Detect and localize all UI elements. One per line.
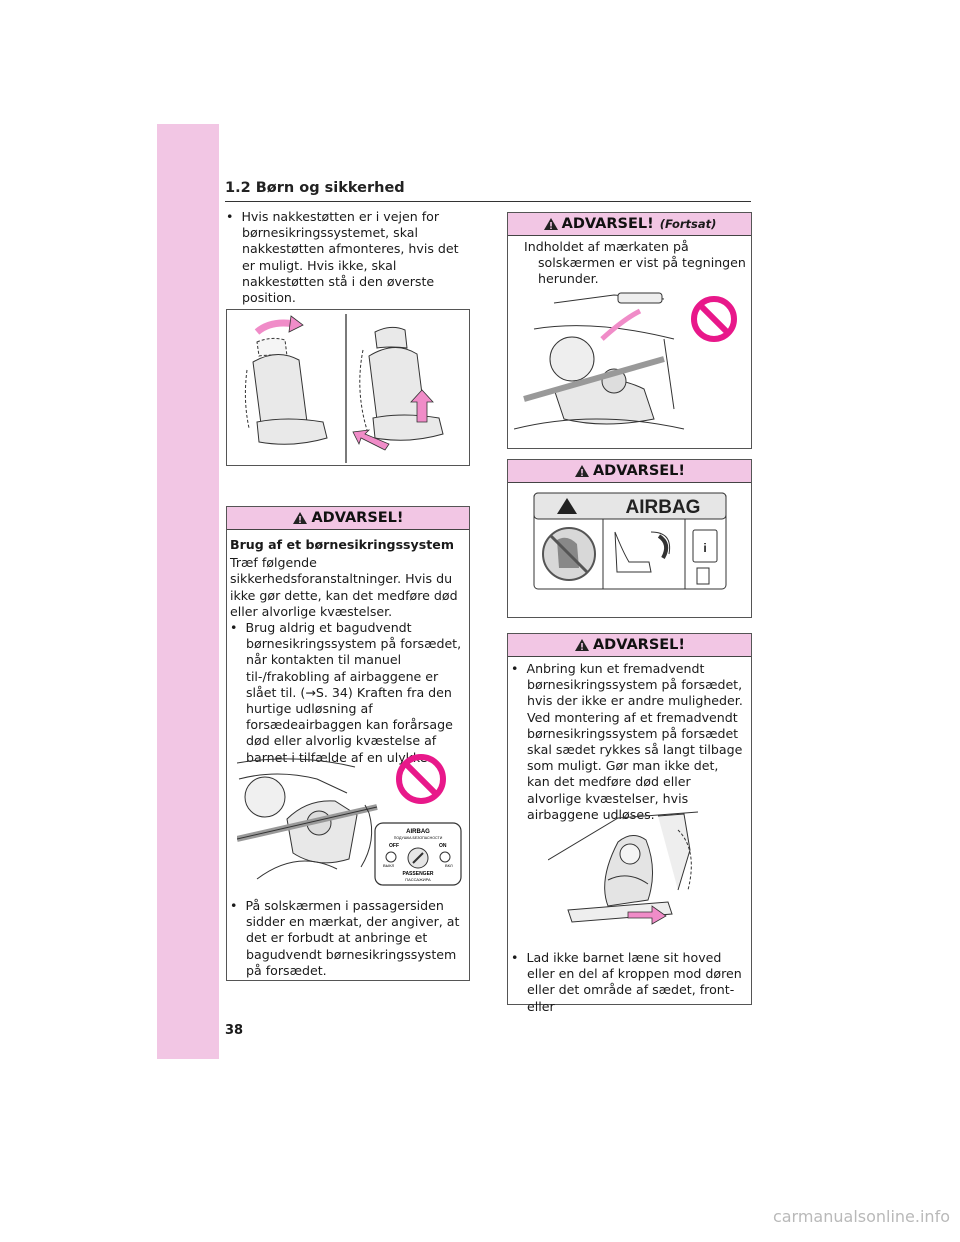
panel-on: ON (439, 843, 447, 849)
warning-box-airbag-label (507, 459, 752, 618)
bullet-mark: • (226, 209, 234, 224)
warning-header (508, 460, 751, 483)
warning-box-forward-facing (507, 633, 752, 1014)
warning-triangle-icon (543, 217, 559, 231)
intro-bullet-text: Hvis nakkestøtten er i vejen for børnesikringssystemet, skal nakkestøtten afmonteres, hvis det er muligt. Hvis ikke, skal nakkestøtten stå i den øverste position. (241, 209, 459, 306)
warning-triangle-icon (574, 638, 590, 652)
warning-label: ADVARSEL! (561, 216, 654, 232)
panel-title: AIRBAG (406, 829, 430, 835)
warning-heading: Brug af et børnesikringssystem (230, 537, 454, 552)
warning-triangle-icon (292, 511, 308, 525)
airbag-switch-panel (375, 823, 461, 885)
title-rule (225, 201, 751, 202)
warning-body-2 (511, 950, 745, 1015)
warning-label: ADVARSEL! (311, 510, 404, 526)
warning-label: ADVARSEL! (592, 637, 686, 653)
headrest-figure (226, 309, 470, 466)
panel-on-ru: ВКЛ (445, 863, 453, 868)
panel-passenger: PASSENGER (402, 871, 434, 877)
warning-body-2 (230, 898, 464, 979)
svg-text:i: i (703, 541, 707, 555)
dashboard-illustration (237, 749, 463, 889)
warning-continued-text: Indholdet af mærkaten på solskærmen er vist på tegningen herunder. (524, 239, 746, 287)
sun-visor-illustration (514, 289, 746, 439)
section-title: 1.2 Børn og sikkerhed (225, 180, 405, 196)
warning-bullet-2: Lad ikke barnet læne sit hoved eller en del af kroppen mod døren eller det område af sædet, front- eller (526, 950, 742, 1014)
airbag-label-illustration (533, 492, 727, 590)
warning-body (511, 661, 745, 823)
warning-bullet-2: På solskærmen i passagersiden sidder en mærkat, der angiver, at det er forbudt at anbringe et bagudvendt børnesikringssystem på forsædet. (245, 898, 460, 978)
bullet-mark: • (511, 661, 519, 676)
warning-intro: Træf følgende sikkerhedsforanstaltninger. Hvis du ikke gør dette, kan det medføre død eller alvorlige kvæstelser. (230, 555, 458, 619)
warning-bullet-1: Anbring kun et fremadvendt børnesikringssystem på forsædet, hvis der ikke er andre muligheder. Ved montering af et fremadvendt børnesikringssystem på forsædet skal sædet rykkes så langt tilbage som muligt. Gør man ikke det, kan det medføre død eller alvorlige kvæstelser, hvis airbaggene udløses. (526, 661, 743, 822)
panel-sub: ПОДУШКА БЕЗОПАСНОСТИ (393, 836, 443, 840)
pink-sidebar (157, 124, 219, 1059)
warning-label: ADVARSEL! (592, 463, 686, 479)
watermark: carmanualsonline.info (772, 1207, 950, 1226)
warning-header (227, 507, 469, 530)
panel-off-ru: ВЫКЛ (383, 863, 395, 868)
intro-bullet (226, 209, 464, 306)
airbag-label-title: AIRBAG (625, 497, 701, 518)
seat-illustration (227, 310, 469, 465)
warning-body (230, 537, 462, 766)
panel-passenger-ru: ПАССАЖИРА (405, 877, 431, 882)
warning-box-rear-facing (226, 506, 470, 981)
warning-header (508, 213, 751, 236)
warning-continued-label: (Fortsat) (659, 217, 717, 231)
warning-header (508, 634, 751, 657)
warning-triangle-icon (574, 464, 590, 478)
warning-box-continued (507, 212, 752, 449)
bullet-mark: • (230, 620, 238, 636)
bullet-mark: • (511, 950, 519, 965)
forward-seat-illustration (548, 810, 708, 928)
warning-bullet-1: Brug aldrig et bagudvendt børnesikringssystem på forsædet, når kontakten til manuel til-/frakobling af airbaggene er slået til. (→S. 34) Kraften fra den hurtige udløsning af forsædeairbaggen kan forårsage død eller alvorlig kvæstelse af barnet i tilfælde af en ulykke. (245, 620, 462, 765)
panel-off: OFF (389, 843, 399, 849)
page-number: 38 (225, 1023, 244, 1038)
bullet-mark: • (230, 898, 238, 913)
